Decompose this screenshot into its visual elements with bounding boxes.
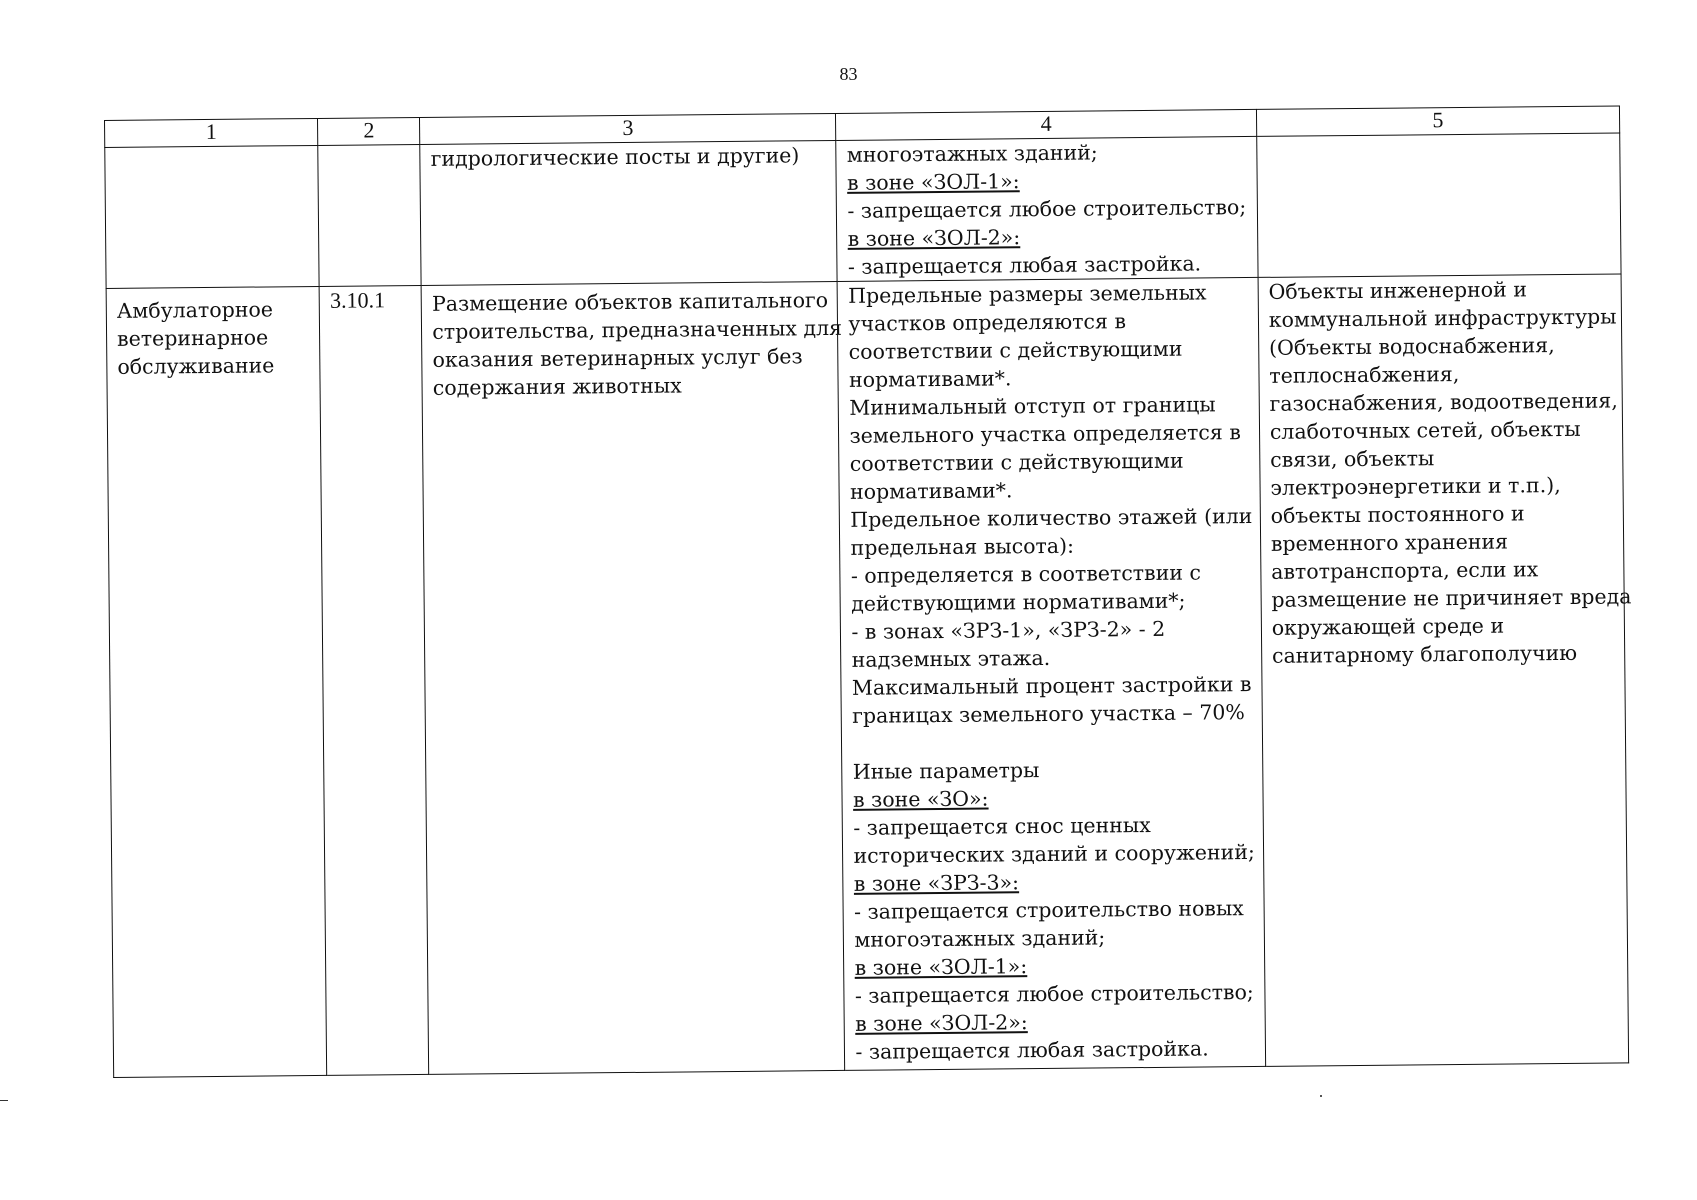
text-line: Предельные размеры земельных <box>848 280 1207 308</box>
text-line: - в зонах «ЗРЗ-1», «ЗРЗ-2» - 2 <box>851 616 1166 644</box>
text-line: Амбулаторное <box>116 297 274 323</box>
text-line: Объекты инженерной и <box>1268 277 1528 304</box>
text-line: - определяется в соответствии с <box>850 560 1202 588</box>
column-header-5: 5 <box>1256 106 1619 136</box>
text-line: - запрещается любая застройка. <box>855 1036 1209 1064</box>
cell-parameters <box>838 277 1266 1070</box>
text-line: действующими нормативами*; <box>851 588 1186 616</box>
cell-parameters <box>836 136 1258 281</box>
cell-code <box>318 144 421 286</box>
text-line: - запрещается любое строительство; <box>847 195 1247 223</box>
page-number: 83 <box>839 64 858 84</box>
text-line: коммунальной инфраструктуры <box>1268 304 1617 332</box>
text-line: объекты постоянного и <box>1270 501 1525 528</box>
text-line: строительства, предназначенных для <box>432 315 843 344</box>
cell-auxiliary-uses <box>1257 133 1622 277</box>
text-line: соответствии с действующими <box>849 448 1184 476</box>
text-line: оказания ветеринарных услуг без <box>432 344 803 372</box>
text-line: временного хранения <box>1270 529 1509 556</box>
text-line: многоэтажных зданий; <box>854 925 1106 952</box>
text-line: в зоне «ЗРЗ-3»: <box>853 870 1020 896</box>
cell-description: гидрологические посты и другие) <box>420 140 838 285</box>
text-line: Иные параметры <box>852 758 1040 784</box>
text-line: содержания животных <box>432 373 682 400</box>
text-line: - запрещается снос ценных <box>853 812 1151 840</box>
text-line: - запрещается строительство новых <box>853 896 1244 924</box>
text-line: Размещение объектов капитального <box>431 288 829 316</box>
margin-mark <box>0 1100 8 1101</box>
regulations-table <box>104 105 1632 1078</box>
text-line: участков определяются в <box>848 309 1127 336</box>
text-line: - запрещается любое строительство; <box>854 980 1254 1008</box>
cell-code: 3.10.1 <box>319 285 429 1075</box>
table-row <box>106 274 1629 1078</box>
text-line: обслуживание <box>117 353 275 379</box>
cell-auxiliary-uses <box>1258 274 1632 1066</box>
text-line: Предельное количество этажей (или <box>850 503 1253 532</box>
text-line: размещение не причиняет вреда <box>1271 584 1632 612</box>
text-line: многоэтажных зданий; <box>846 140 1098 167</box>
text-line <box>852 726 1252 758</box>
table-row-continuation <box>105 133 1621 289</box>
text-line: соответствии с действующими <box>848 336 1183 364</box>
column-header-1: 1 <box>105 118 319 147</box>
text-line: окружающей среде и <box>1271 613 1505 640</box>
scan-speck <box>1320 1095 1322 1097</box>
text-line: автотранспорта, если их <box>1271 557 1539 584</box>
text-line: в зоне «ЗОЛ-1»: <box>846 169 1020 195</box>
text-line: границах земельного участка – 70% <box>852 700 1245 728</box>
text-line: в зоне «ЗОЛ-2»: <box>847 225 1021 251</box>
text-line: нормативами*. <box>849 478 1013 504</box>
text-line: Максимальный процент застройки в <box>851 672 1252 700</box>
text-line: в зоне «ЗОЛ-2»: <box>855 1010 1028 1036</box>
column-header-4: 4 <box>836 109 1257 140</box>
text-line: в зоне «ЗО»: <box>852 786 989 812</box>
text-line: ветеринарное <box>116 325 269 351</box>
cell-use-type <box>106 286 327 1077</box>
text-line: газоснабжения, водоотведения, <box>1269 388 1618 416</box>
text-line: земельного участка определяется в <box>849 420 1241 448</box>
text-line: надземных этажа. <box>851 645 1051 672</box>
text-line: санитарному благополучию <box>1271 640 1578 668</box>
text-line: исторических зданий и сооружений; <box>853 839 1255 868</box>
text-line: (Объекты водоснабжения, <box>1268 333 1555 360</box>
text-line: предельная высота): <box>850 533 1075 560</box>
text-line: Минимальный отступ от границы <box>849 392 1216 420</box>
text-line: слаботочных сетей, объекты <box>1269 416 1581 444</box>
text-line: нормативами*. <box>848 366 1012 392</box>
text-line: - запрещается любая застройка. <box>847 251 1202 279</box>
text-line: связи, объекты <box>1270 446 1435 472</box>
text-line: теплоснабжения, <box>1269 362 1460 388</box>
column-header-3: 3 <box>420 113 836 144</box>
cell-use-type <box>105 145 320 288</box>
text-line: электроэнергетики и т.п.), <box>1270 473 1561 500</box>
column-header-2: 2 <box>318 117 420 145</box>
cell-description <box>421 281 845 1074</box>
text-line: в зоне «ЗОЛ-1»: <box>854 954 1028 980</box>
